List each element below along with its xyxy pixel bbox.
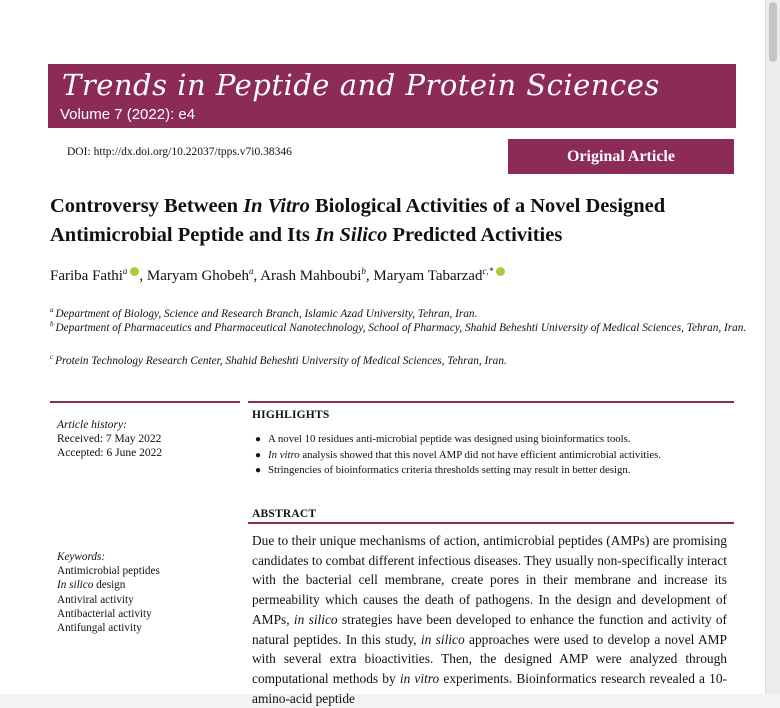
bullet-icon: ● [255, 465, 262, 476]
highlights-list [254, 432, 734, 479]
abstract-text: experiments. Bioinformatics research revealed a 10-amino-acid peptide [252, 670, 727, 706]
highlights-heading: HIGHLIGHTS [252, 409, 330, 421]
author-affil-mark: c,* [482, 266, 494, 276]
author-affil-mark: b [361, 266, 366, 276]
received-date: Received: 7 May 2022 [57, 433, 162, 445]
author-affil-mark: a [248, 266, 254, 276]
abstract-text: strategies have been developed to enhance the function and activity of natural peptides. In this study, [252, 611, 727, 647]
title-part: Biological Activities of a Novel Designed [309, 195, 666, 217]
author-name: Maryam Ghobeh [146, 268, 249, 284]
keyword: Antimicrobial peptides [57, 565, 160, 578]
divider [248, 401, 734, 403]
abstract-heading: ABSTRACT [252, 508, 317, 520]
paper-title [50, 192, 750, 250]
affiliation-a: $^a$ Department of Biology, Science and Research Branch, Islamic Azad University, Tehran, Iran. [50, 306, 478, 320]
history-label: Article history: [57, 419, 127, 431]
highlight-text: analysis showed that this novel AMP did not have efficient antimicrobial activities. [299, 448, 662, 461]
author-name: Fariba Fathi [50, 268, 123, 284]
author-name: Maryam Tabarzad [373, 268, 483, 284]
author-list: Fariba Fathi$^a$ , Maryam Ghobeh$^a$, Arash Mahboubi$^b$, Maryam Tabarzad$^{c,*}$ [50, 267, 505, 285]
keyword [57, 578, 160, 592]
highlight-text: Stringencies of bioinformatics criteria thresholds setting may result in better design. [268, 464, 631, 476]
abstract-text: approaches were used to develop a novel AMP with several extra bioactivities. Then, the designed AMP were analyzed through computational methods by [252, 631, 727, 686]
list-item [254, 448, 734, 464]
divider [248, 522, 734, 524]
bullet-icon: ● [255, 434, 262, 445]
accepted-date: Accepted: 6 June 2022 [57, 447, 163, 459]
abstract-text: in silico [420, 631, 465, 647]
title-part: In Silico [315, 224, 388, 246]
list-item [254, 463, 734, 479]
abstract-body [252, 531, 727, 708]
keyword-part: design [93, 579, 126, 592]
vertical-scrollbar[interactable] [765, 0, 780, 694]
orcid-icon[interactable] [496, 267, 505, 276]
keywords-label: Keywords: [57, 551, 106, 563]
doi-link[interactable]: http://dx.doi.org/10.22037/tpps.v7i0.38346 [93, 146, 292, 158]
affiliation-text: Protein Technology Research Center, Shahid Beheshti University of Medical Sciences, Tehran, Iran. [55, 355, 507, 367]
highlight-text: In vitro [268, 448, 300, 461]
affiliation-b: $^b$ Department of Pharmaceutics and Pharmaceutical Nanotechnology, School of Pharmacy, Shahid Beheshti University of Medical Sciences, Tehran, Iran. [50, 320, 747, 334]
abstract-text: Due to their unique mechanisms of action, antimicrobial peptides (AMPs) are promising candidates to combat different infectious diseases. They usually non-specifically interact with the bacterial cell membrane, create pores in their membrane and increase its permeability which causes the death of pathogens. In the design and development of AMPs, [252, 533, 727, 627]
keyword: Antifungal activity [57, 622, 142, 635]
keywords [57, 550, 160, 635]
article-type-badge: Original Article [508, 139, 734, 174]
keyword: Antibacterial activity [57, 607, 152, 620]
journal-volume: Volume 7 (2022): e4 [60, 106, 196, 123]
scrollbar-thumb[interactable] [769, 2, 777, 62]
title-part: Antimicrobial Peptide and Its [50, 224, 315, 246]
divider [50, 401, 240, 403]
article-history [57, 418, 162, 460]
author-name: Arash Mahboubi [260, 268, 362, 284]
title-part: In Vitro [243, 195, 310, 217]
abstract-text: in vitro [399, 670, 440, 686]
title-part: Controversy Between [50, 195, 244, 217]
affiliation-text: Department of Pharmaceutics and Pharmaceutical Nanotechnology, School of Pharmacy, Shahid Beheshti University of Medical Sciences, Tehran, Iran. [55, 322, 747, 334]
abstract-text: in silico [293, 611, 338, 627]
doi-label: DOI: [67, 146, 91, 158]
title-part: Predicted Activities [387, 224, 563, 246]
orcid-icon[interactable] [130, 267, 139, 276]
keyword-part: In silico [57, 579, 94, 592]
affiliation-c: $^c$ Protein Technology Research Center, Shahid Beheshti University of Medical Sciences, Tehran, Iran. [50, 353, 507, 367]
affiliation-text: Department of Biology, Science and Research Branch, Islamic Azad University, Tehran, Iran. [55, 308, 478, 320]
journal-title: Trends in Peptide and Protein Sciences [62, 68, 660, 102]
author-affil-mark: a [122, 266, 128, 276]
bullet-icon: ● [255, 449, 262, 461]
keyword: Antiviral activity [57, 593, 134, 606]
doi-line [67, 146, 292, 158]
list-item [254, 432, 734, 448]
journal-banner [48, 64, 736, 128]
highlight-text: A novel 10 residues anti-microbial peptide was designed using bioinformatics tools. [268, 433, 631, 445]
